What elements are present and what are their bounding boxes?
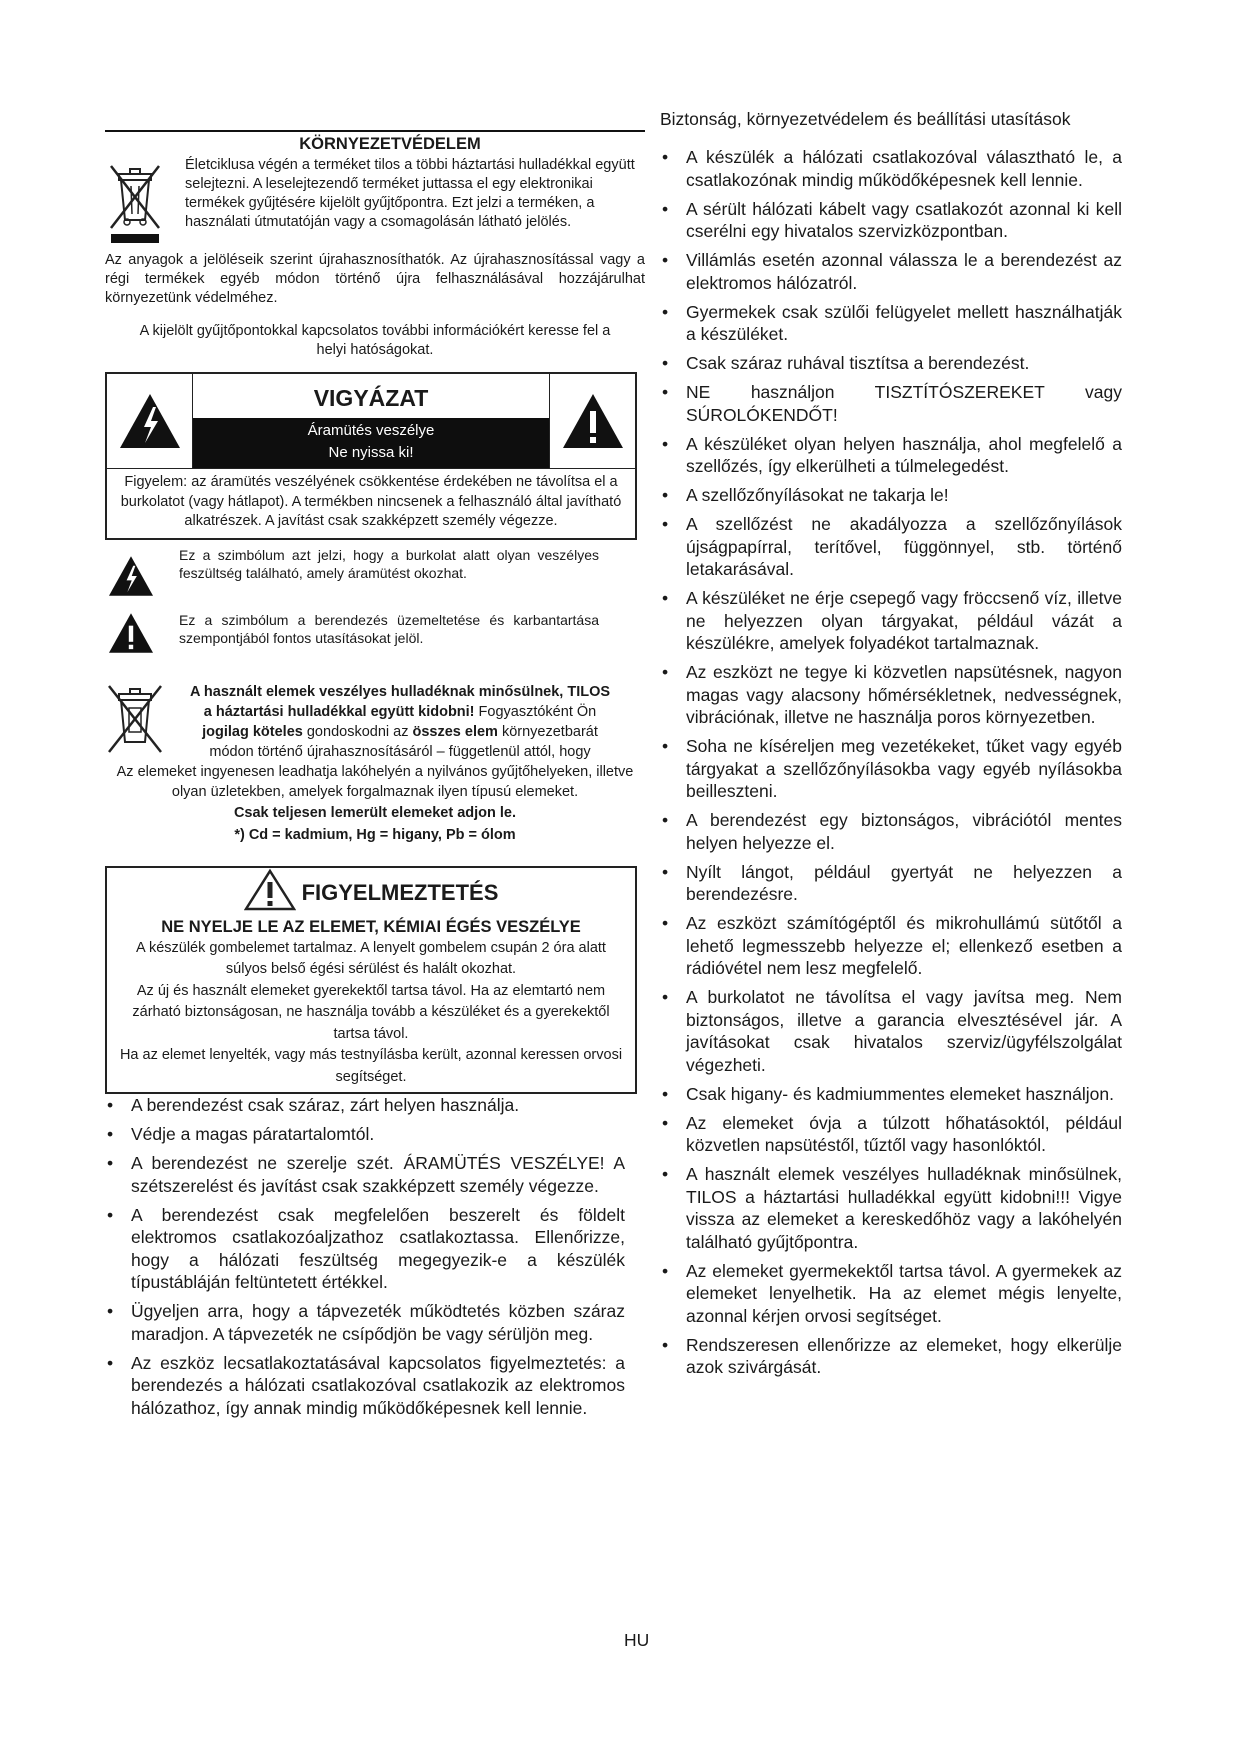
list-item: • Gyermekek csak szülői felügyelet mellett használhatják a készüléket. [660,301,1122,346]
list-item: • Védje a magas páratartalomtól. [105,1123,625,1146]
battery-care-text: gondoskodni az [302,723,413,740]
left-bullet-list [105,1094,625,1419]
lightning-symbol-row [105,546,645,603]
list-item: • Az eszköz lecsatlakoztatásával kapcsolatos figyelmeztetés: a berendezés a hálózati csatlakozóval csatlakozik az elektromos hálózathoz, így annak mindig működőképesnek kell lennie. [105,1352,625,1420]
list-item: • Rendszeresen ellenőrizze az elemeket, hogy elkerülje azok szivárgását. [660,1334,1122,1379]
environment-disposal-text: Életciklusa végén a terméket tilos a többi háztartási hulladékkal együtt selejtezni. A leselejtezendő terméket juttassa el egy elektronikai termékek gyűjtésére kijelölt gyűjtőpontra. Ezt jelzi a terméken, a használati útmutatóján vagy a csomagolásán látható jelölés. [185,157,635,230]
list-item: • A berendezést egy biztonságos, vibrációtól mentes helyen helyezze el. [660,809,1122,854]
list-item: • A sérült hálózati kábelt vagy csatlakozót azonnal ki kell cserélni egy hivatalos szervizközpontban. [660,198,1122,243]
list-item: • Az eszközt ne tegye ki közvetlen napsütésnek, nagyon magas vagy alacsony hőmérsékletnek, nedvességnek, vibrációnak, illetve ne használja poros környezetben. [660,661,1122,729]
warning-subtitle: NE NYELJE LE AZ ELEMET, KÉMIAI ÉGÉS VESZÉLYE [161,917,581,936]
list-item: • Ügyeljen arra, hogy a tápvezeték működtetés közben száraz maradjon. A tápvezeték ne csípődjön be vagy sérüljön meg. [105,1300,625,1345]
page-header: Biztonság, környezetvédelem és beállítási utasítások [660,109,1071,129]
list-item: • Az elemeket óvja a túlzott hőhatásoktól, például közvetlen napsütéstől, tűztől vagy hasonlóktól. [660,1112,1122,1157]
list-item: • Csak higany- és kadmiummentes elemeket használjon. [660,1083,1122,1106]
list-item: • NE használjon TISZTÍTÓSZEREKET vagy SÚROLÓKENDŐT! [660,381,1122,426]
caution-subtitle [193,418,549,468]
caution-sub-shock: Áramütés veszélye [307,422,435,439]
warning-box [105,866,637,1095]
left-column [105,130,645,1426]
warning-body-3: Ha az elemet lenyelték, vagy más testnyílásba került, azonnal keressen orvosi segítséget. [119,1047,623,1085]
list-item: • A szellőzést ne akadályozza a szellőzőnyílások újságpapírral, terítővel, függönnyel, stb. történő letakarásával. [660,513,1122,581]
lightning-symbol-text: Ez a szimbólum azt jelzi, hogy a burkolat alatt olyan veszélyes feszültség található, amely áramütést okozhat. [179,546,599,581]
environment-recycle-text: Az anyagok a jelöléseik szerint újrahasznosíthatók. Az újrahasznosítással vagy a régi termékek egyéb módon történő újra felhasználásával hozzájárulhat környezetünk védelméhez. [105,252,645,306]
caution-box [105,372,637,540]
page-language-label: HU [624,1630,650,1650]
list-item: • Nyílt lángot, például gyertyát ne helyezzen a berendezésre. [660,861,1122,906]
warning-triangle-icon [244,868,296,917]
exclamation-symbol-text: Ez a szimbólum a berendezés üzemeltetése és karbantartása szempontjából fontos utasításokat jelöl. [179,611,599,646]
right-bullet-list [660,146,1122,1379]
battery-depleted-text: Csak teljesen lemerült elemeket adjon le. [233,804,517,821]
battery-obligation-bold: jogilag köteles [202,723,303,740]
battery-bin-icon [105,684,169,761]
list-item: • Az eszközt számítógéptől és mikrohullámú sütőtől a lehető legmesszebb helyezze el; ellenkező esetben a rádióvétel nem lesz megfelelő. [660,912,1122,980]
list-item: • A berendezést csak megfelelően beszerelt és földelt elektromos csatlakozóaljzathoz csatlakoztassa. Ellenőrizze, hogy a hálózati feszültség megegyezik-e a készülék típustábláján feltüntetett értékkel. [105,1204,625,1294]
battery-consumer-text: Fogyasztóként Ön [474,703,597,720]
list-item: • A készüléket ne érje csepegő vagy fröccsenő víz, illetve ne helyezzen olyan tárgyakat, például vázát a készülékre, amelyek folyadékot tartalmaznak. [660,587,1122,655]
exclamation-warning-icon [550,374,635,468]
lightning-warning-icon [107,374,192,468]
list-item: • Az elemeket gyermekektől tartsa távol. A gyermekek az elemeket lenyelhetik. Ha az elemet mégis lenyelte, azonnal kérjen orvosi segítséget. [660,1260,1122,1328]
caution-title: VIGYÁZAT [313,385,429,411]
list-item: • A burkolatot ne távolítsa el vagy javítsa meg. Nem biztonságos, illetve a garancia elvesztésével jár. A javításokat csak hivatalos szerviz/ügyfélszolgálat végezheti. [660,986,1122,1076]
list-item: • A készüléket olyan helyen használja, ahol megfelelő a szellőzés, így elkerülheti a túlmelegedést. [660,433,1122,478]
exclamation-symbol-row [105,611,645,660]
environment-section [105,130,645,360]
list-item: • A használt elemek veszélyes hulladéknak minősülnek, TILOS a háztartási hulladékkal együtt kidobni!!! Vigye vissza az elemeket a kereskedőhöz vagy a lakóhelyén található gyűjtőpontra. [660,1163,1122,1253]
caution-body: Figyelem: az áramütés veszélyének csökkentése érdekében ne távolítsa el a burkolatot (vagy hátlapot). A termékben nincsenek a felhasználó által javítható alkatrészek. A javítást csak szakképzett személy végezze. [120,474,622,529]
warning-body-2: Az új és használt elemeket gyerekektől tartsa távol. Ha az elemtartó nem zárható biztonságosan, ne használja tovább a készüléket és a gyerekektől tartsa távol. [132,982,610,1042]
battery-section [105,682,645,762]
list-item: • A készülék a hálózati csatlakozóval választható le, a csatlakozónak mindig működőképesnek kell lennie. [660,146,1122,191]
battery-hazard-bold: A használt elemek veszélyes hulladéknak minősülnek, TILOS a háztartási hulladékkal együtt kidobni! [189,683,611,720]
environment-title: KÖRNYEZETVÉDELEM [299,135,481,153]
warning-body-1: A készülék gombelemet tartalmaz. A lenyelt gombelem csupán 2 óra alatt súlyos belső égési sérülést és halált okozhat. [136,939,606,977]
environment-authorities-text: A kijelölt gyűjtőpontokkal kapcsolatos további információkért keresse fel a helyi hatóságokat. [139,323,611,358]
battery-recycle-text: környezetbarát módon történő újrahasznosításáról – függetlenül attól, hogy [209,723,598,760]
lightning-symbol-icon [107,554,159,603]
list-item: • A berendezést csak száraz, zárt helyen használja. [105,1094,625,1117]
battery-all-bold: összes elem [412,723,498,740]
right-column [660,130,1130,1385]
list-item: • Villámlás esetén azonnal válassza le a berendezést az elektromos hálózatról. [660,249,1122,294]
battery-dropoff-text: Az elemeket ingyenesen leadhatja lakóhelyén a nyilvános gyűjtőhelyeken, illetve olyan üzletekben, amelyek forgalmaznak ilyen típusú elemeket. [116,763,634,800]
list-item: • A berendezést ne szerelje szét. ÁRAMÜTÉS VESZÉLYE! A szétszerelést és javítást csak szakképzett személy végezze. [105,1152,625,1197]
list-item: • A szellőzőnyílásokat ne takarja le! [660,484,1122,507]
battery-legend-text: *) Cd = kadmium, Hg = higany, Pb = ólom [234,826,516,843]
crossed-bin-icon [105,158,169,249]
list-item: • Soha ne kíséreljen meg vezetékeket, tűket vagy egyéb tárgyakat a szellőzőnyílásokba vagy egyéb nyílásokba beilleszteni. [660,735,1122,803]
battery-main-text [185,682,615,762]
list-item: • Csak száraz ruhával tisztítsa a berendezést. [660,352,1122,375]
caution-sub-do-not-open: Ne nyissa ki! [328,444,414,461]
exclamation-symbol-icon [107,611,159,660]
warning-title: FIGYELMEZTETÉS [301,879,499,905]
